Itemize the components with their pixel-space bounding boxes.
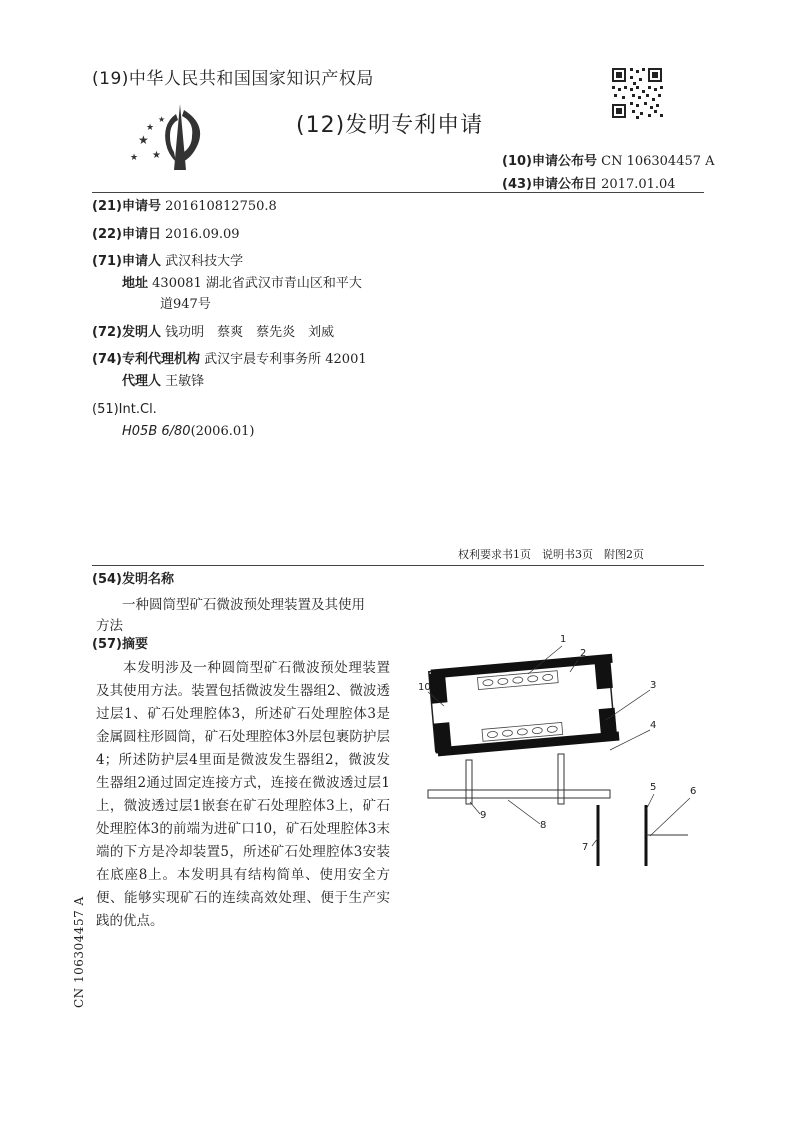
abstract-text: 本发明涉及一种圆筒型矿石微波预处理装置及其使用方法。装置包括微波发生器组2、微波透过层1、矿石处理腔体3，所述矿石处理腔体3是金属圆柱形圆筒，矿石处理腔体3外层包裹防护层4；所述防护层4里面是微波发生器组2，微波发生器组2通过固定连接方式，连接在微波透过层1上，微波透过层1嵌套在矿石处理腔体3上，矿石处理腔体3的前端为进矿口10，矿石处理腔体3末端的下方是冷却装置5，所述矿石处理腔体3安装在底座8上。本发明具有结构简单、使用安全方便、能够实现矿石的连续高效处理、便于生产实践的优点。 [96, 660, 390, 929]
publication-number-row [502, 150, 715, 169]
drawing-label-2: 2 [580, 648, 587, 659]
page-counts: 权利要求书1页 说明书3页 附图2页 [458, 548, 644, 561]
address-row [122, 275, 362, 293]
address-label: 地址 [122, 276, 149, 291]
agency-label: (74)专利代理机构 [92, 352, 200, 367]
abstract-drawing [410, 630, 710, 870]
publication-date-value: 2017.01.04 [601, 177, 676, 192]
agent-row [122, 373, 204, 391]
drawing-label-7: 7 [582, 842, 589, 853]
application-date-value: 2016.09.09 [165, 227, 240, 242]
application-date-row [92, 226, 240, 244]
application-date-label: (22)申请日 [92, 227, 161, 242]
drawing-label-5: 5 [650, 782, 657, 793]
drawing-label-4: 4 [650, 720, 657, 731]
abstract-label: (57)摘要 [92, 637, 148, 652]
publication-number-label: (10)申请公布号 [502, 154, 597, 169]
drawing-label-10: 10 [418, 682, 431, 693]
office-name: (19)中华人民共和国国家知识产权局 [92, 69, 374, 89]
applicant-row [92, 253, 243, 271]
counts-rule [92, 565, 704, 566]
inventor-value: 钱功明 蔡爽 蔡先炎 刘威 [165, 325, 335, 340]
agency-value: 武汉宇晨专利事务所 42001 [204, 352, 367, 367]
invention-title-line1: 一种圆筒型矿石微波预处理装置及其使用 [122, 597, 365, 613]
address-value-line2: 道947号 [160, 297, 211, 312]
svg-text:★: ★ [152, 150, 161, 161]
header-rule [92, 192, 704, 193]
agency-row [92, 351, 367, 369]
invention-title-label: (54)发明名称 [92, 572, 174, 587]
agent-value: 王敏锋 [165, 374, 205, 389]
applicant-value: 武汉科技大学 [165, 254, 244, 269]
drawing-label-6: 6 [690, 786, 697, 797]
application-number-label: (21)申请号 [92, 199, 161, 214]
intcl-label: (51)Int.Cl. [92, 402, 157, 417]
publication-date-row [502, 173, 676, 192]
document-type: (12)发明专利申请 [296, 113, 484, 138]
intcl-year: (2006.01) [190, 424, 255, 439]
svg-text:★: ★ [130, 153, 139, 163]
publication-number-value: CN 106304457 A [601, 154, 715, 169]
cnipa-logo [122, 100, 222, 172]
drawing-label-3: 3 [650, 680, 657, 691]
svg-text:★: ★ [146, 123, 155, 133]
svg-text:★: ★ [138, 133, 149, 147]
agent-label: 代理人 [122, 374, 162, 389]
publication-date-label: (43)申请公布日 [502, 177, 597, 192]
qr-code [610, 66, 664, 120]
intcl-row [122, 423, 254, 441]
application-number-value: 201610812750.8 [165, 199, 277, 214]
application-number-row [92, 198, 277, 216]
invention-title-line2: 方法 [96, 618, 123, 634]
drawing-label-8: 8 [540, 820, 547, 831]
svg-text:★: ★ [158, 115, 166, 124]
side-publication-number: CN 106304457 A [72, 896, 86, 1008]
inventor-label: (72)发明人 [92, 325, 161, 340]
address-value-line1: 430081 湖北省武汉市青山区和平大 [152, 276, 362, 291]
drawing-label-1: 1 [560, 634, 567, 645]
applicant-label: (71)申请人 [92, 254, 161, 269]
drawing-label-9: 9 [480, 810, 487, 821]
intcl-code: H05B 6/80 [122, 424, 191, 439]
inventor-row [92, 324, 334, 342]
